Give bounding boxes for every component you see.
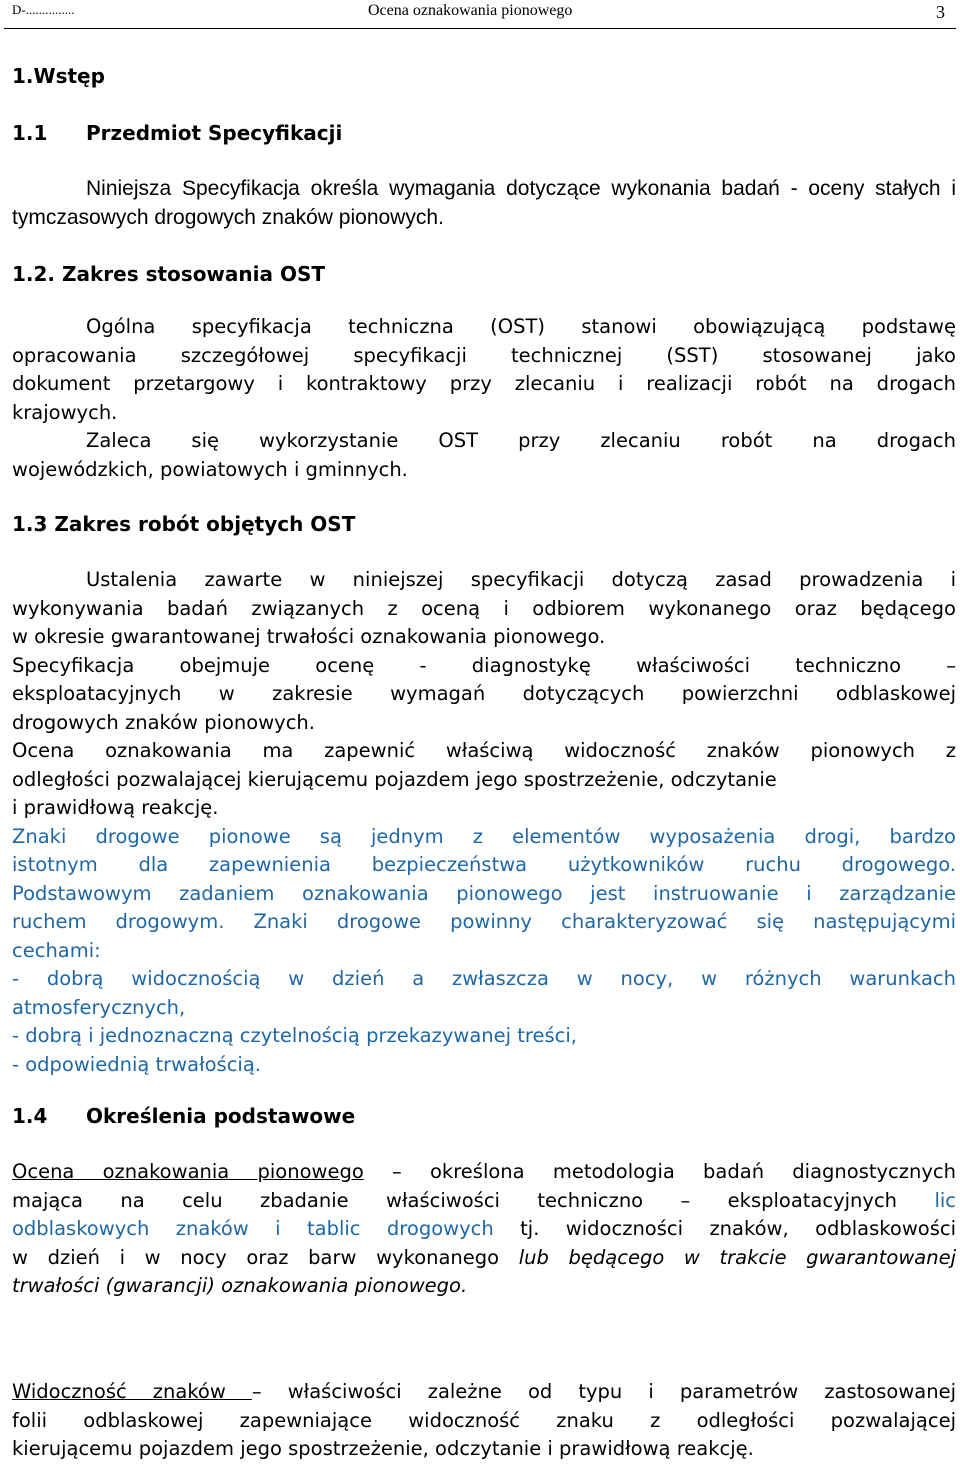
p13-line-6: drogowych znaków pionowych. xyxy=(12,710,315,734)
def1-term: Ocena oznakowania pionowego xyxy=(12,1160,364,1183)
p12-line-6: wojewódzkich, powiatowych i gminnych. xyxy=(12,457,408,481)
heading-1-1-title: Przedmiot Specyfikacji xyxy=(86,121,343,145)
def2-line-1-text: – właściwości zależne od typu i parametrów zastosowanej xyxy=(251,1380,957,1403)
def1-line-2-blue: lic xyxy=(934,1188,956,1212)
paragraph-1-1-text: Niniejsza Specyfikacja określa wymagania dotyczące wykonania badań - oceny stałych i tymczasowych drogowych znaków pionowych. xyxy=(12,177,956,229)
p13-line-16: atmosferycznych, xyxy=(12,995,186,1019)
def1-line-4-italic: lub będącego w trakcie gwarantowanej xyxy=(518,1245,956,1269)
definition-ocena xyxy=(12,1158,956,1301)
p13-line-5: eksploatacyjnych w zakresie wymagań dotyczących powierzchni odblaskowej xyxy=(12,682,956,705)
page-header xyxy=(0,0,960,30)
heading-1-4-number: 1.4 xyxy=(12,1104,48,1128)
p13-line-14: cechami: xyxy=(12,938,101,962)
def1-line-1 xyxy=(12,1158,956,1187)
def2-line-3: kierującemu pojazdem jego spostrzeżenie, odczytanie i prawidłową reakcję. xyxy=(12,1437,754,1460)
p12-line-1: Ogólna specyfikacja techniczna (OST) stanowi obowiązującą podstawę xyxy=(86,315,956,338)
p13-line-17: - dobrą i jednoznaczną czytelnością przekazywanej treści, xyxy=(12,1024,577,1047)
p13-line-10: Znaki drogowe pionowe są jednym z elementów wyposażenia drogi, bardzo xyxy=(12,824,956,848)
p13-line-18: - odpowiednią trwałością. xyxy=(12,1052,261,1076)
def1-line-3-blue: odblaskowych znaków i tablic drogowych xyxy=(12,1217,494,1240)
p13-line-3: w okresie gwarantowanej trwałości oznakowania pionowego. xyxy=(12,625,606,648)
p13-line-15: - dobrą widocznością w dzień a zwłaszcza w nocy, w różnych warunkach xyxy=(12,967,956,990)
p13-line-9: i prawidłową reakcję. xyxy=(12,796,219,819)
p13-line-12: Podstawowym zadaniem oznakowania pionowego jest instruowanie i zarządzanie xyxy=(12,881,956,905)
paragraph-1-2 xyxy=(12,313,956,484)
heading-1-4-title: Określenia podstawowe xyxy=(86,1104,356,1128)
p13-line-4: Specyfikacja obejmuje ocenę - diagnostykę właściwości techniczno – xyxy=(12,653,956,677)
def1-line-3 xyxy=(12,1215,956,1244)
heading-1-2: 1.2. Zakres stosowania OST xyxy=(12,262,326,286)
p13-line-2: wykonywania badań związanych z oceną i odbiorem wykonanego oraz będącego xyxy=(12,596,956,620)
def1-line-2 xyxy=(12,1187,956,1216)
def1-line-5: trwałości (gwarancji) oznakowania pionowego. xyxy=(12,1274,468,1297)
heading-1-4 xyxy=(12,1102,355,1130)
def1-line-3-text: tj. widoczności znaków, odblaskowości xyxy=(493,1217,956,1240)
header-doc-code: D-............... xyxy=(12,2,75,17)
def2-line-2: folii odblaskowej zapewniające widoczność znaku z odległości pozwalającej xyxy=(12,1408,956,1432)
p13-line-1: Ustalenia zawarte w niniejszej specyfikacji dotyczą zasad prowadzenia i xyxy=(86,568,956,591)
p12-line-2: opracowania szczegółowej specyfikacji technicznej (SST) stosowanej jako xyxy=(12,343,956,367)
def2-term: Widoczność znaków xyxy=(12,1380,252,1403)
p13-line-8: odległości pozwalającej kierującemu pojazdem jego spostrzeżenie, odczytanie xyxy=(12,767,777,791)
p12-line-5: Zaleca się wykorzystanie OST przy zlecaniu robót na drogach xyxy=(86,429,956,452)
p13-line-11: istotnym dla zapewnienia bezpieczeństwa użytkowników ruchu drogowego. xyxy=(12,853,956,876)
p13-line-7: Ocena oznakowania ma zapewnić właściwą widoczność znaków pionowych z xyxy=(12,739,956,762)
heading-1-1 xyxy=(12,119,342,147)
heading-1-1-number: 1.1 xyxy=(12,121,48,145)
heading-intro: 1.Wstęp xyxy=(12,64,105,88)
header-title: Ocena oznakowania pionowego xyxy=(368,2,573,19)
header-rule xyxy=(4,28,956,29)
heading-1-3: 1.3 Zakres robót objętych OST xyxy=(12,512,356,536)
p12-line-3: dokument przetargowy i kontraktowy przy zlecaniu i realizacji robót na drogach xyxy=(12,372,956,395)
p12-line-4: krajowych. xyxy=(12,400,118,424)
p13-line-13: ruchem drogowym. Znaki drogowe powinny charakteryzować się następującymi xyxy=(12,910,956,933)
paragraph-1-1 xyxy=(12,174,956,232)
def1-line-4 xyxy=(12,1244,956,1273)
page-number: 3 xyxy=(936,2,945,22)
def1-line-1-text: – określona metodologia badań diagnostycznych xyxy=(363,1160,956,1183)
def2-line-1 xyxy=(12,1378,956,1407)
def1-line-2-text: mająca na celu zbadanie właściwości techniczno – eksploatacyjnych xyxy=(12,1188,935,1212)
paragraph-1-3 xyxy=(12,566,956,1079)
def1-line-4-text: w dzień i w nocy oraz barw wykonanego xyxy=(12,1245,519,1269)
definition-widocznosc xyxy=(12,1378,956,1464)
